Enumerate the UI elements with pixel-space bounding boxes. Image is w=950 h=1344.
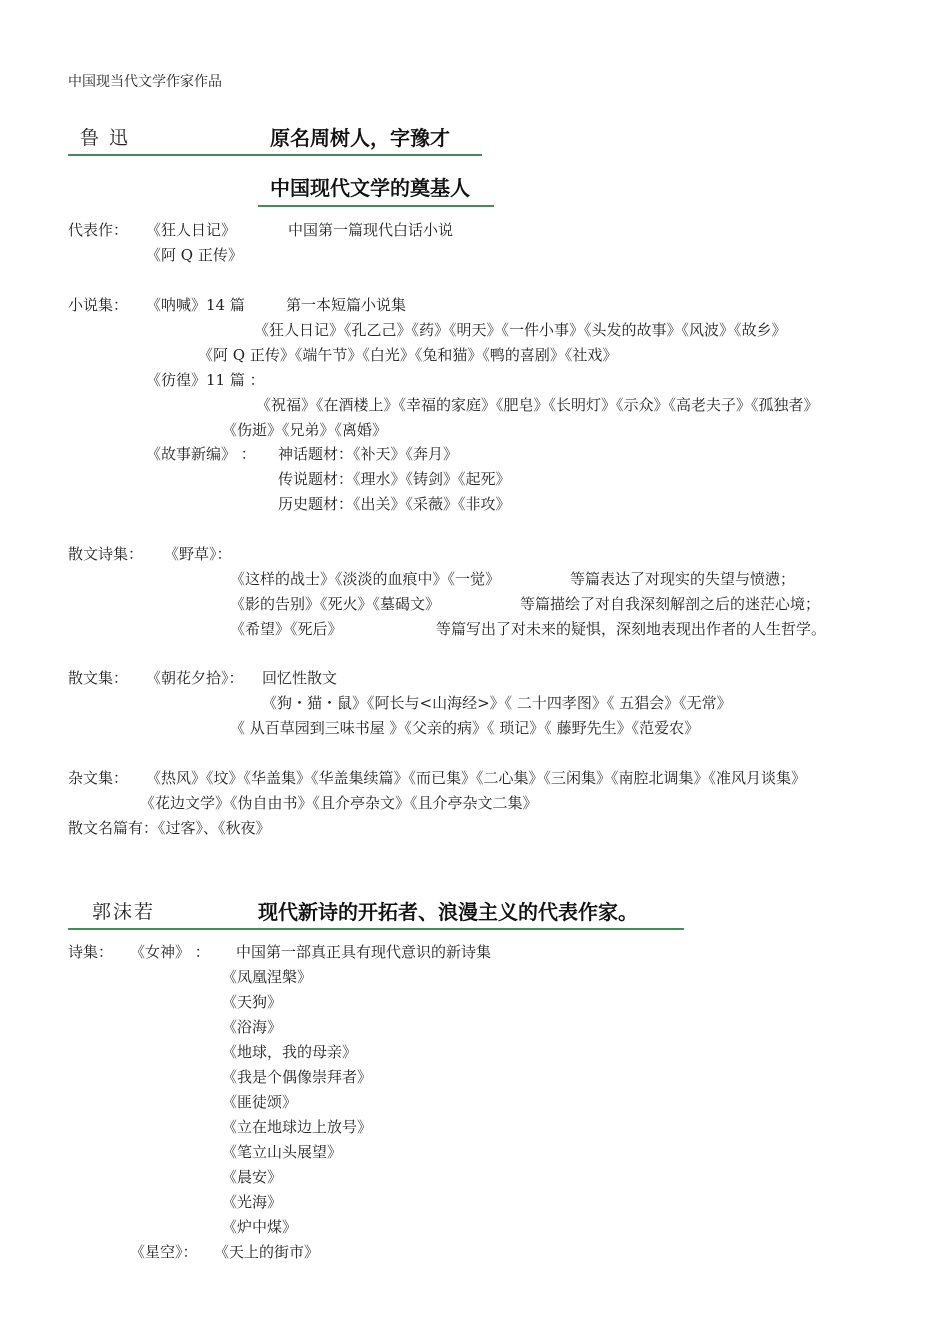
poem-item: 《晨安》 <box>222 1168 283 1186</box>
work-note: 等篇写出了对未来的疑惧，深刻地表现出作者的人生哲学。 <box>436 620 827 638</box>
work-kuangren-riji: 《狂人日记》 <box>146 221 237 239</box>
collection-nvshen: 《女神》 ： <box>130 943 210 961</box>
section-underline <box>68 154 482 156</box>
collection-nahan: 《呐喊》14 篇 <box>146 296 245 314</box>
poem-item: 《地球，我的母亲》 <box>222 1043 358 1061</box>
headline-underline <box>258 205 494 207</box>
prose-label: 散文集： <box>68 669 129 687</box>
author-name-luxun: 鲁 迅 <box>80 127 131 149</box>
poem-item: 《我是个偶像崇拜者》 <box>222 1068 373 1086</box>
collection-zhaohua-xishi: 《朝花夕拾》： <box>146 669 244 687</box>
collection-note: 中国第一部真正具有现代意识的新诗集 <box>236 943 492 961</box>
poem-item: 《炉中煤》 <box>222 1218 298 1236</box>
work-list: 《祝福》《在酒楼上》《幸福的家庭》《肥皂》《长明灯》《示众》《高老夫子》《孤独者》 <box>256 396 819 414</box>
famous-prose: 散文名篇有：《过客》、《秋夜》 <box>68 819 271 837</box>
work-list: 《狗・猫・鼠》《阿长与<山海经>》《 二十四孝图》《 五猖会》《无常》 <box>262 694 732 712</box>
work-list: 《影的告别》《死火》《墓碣文》 <box>230 595 441 613</box>
work-list: 《阿 Q 正传》《端午节》《白光》《兔和猫》《鸭的喜剧》《社戏》 <box>198 346 618 364</box>
headline-original-name: 原名周树人，字豫才 <box>270 126 450 150</box>
zawen-label: 杂文集： <box>68 769 129 787</box>
collection-xingkong: 《星空》： <box>130 1243 198 1261</box>
document-title: 中国现当代文学作家作品 <box>68 74 222 90</box>
work-list: 《热风》《坟》《华盖集》《华盖集续篇》《而已集》《二心集》《三闲集》《南腔北调集》《准风月谈集》 <box>146 769 807 787</box>
collection-gushi-xinbian: 《故事新编》 ： <box>146 445 256 463</box>
poem-item: 《笔立山头展望》 <box>222 1143 343 1161</box>
theme-legend: 传说题材：《理水》《铸剑》《起死》 <box>278 470 511 488</box>
collection-note: 第一本短篇小说集 <box>286 296 407 314</box>
headline-founder: 中国现代文学的奠基人 <box>270 176 470 200</box>
theme-history: 历史题材：《出关》《采薇》《非攻》 <box>278 495 511 513</box>
work-aq-zhengzhuan: 《阿 Q 正传》 <box>146 246 243 264</box>
work-list: 《 从百草园到三味书屋 》《父亲的病》《 琐记》《 藤野先生》《范爱农》 <box>230 719 700 737</box>
representative-label: 代表作： <box>68 221 129 239</box>
section-underline <box>68 928 684 930</box>
work-list: 《希望》《死后》 <box>230 620 343 638</box>
collection-yecao: 《野草》： <box>164 545 232 563</box>
collection-panghuang: 《彷徨》11 篇 ： <box>146 371 265 389</box>
theme-myth: 神话题材：《补天》《奔月》 <box>278 445 459 463</box>
prose-poem-label: 散文诗集： <box>68 545 144 563</box>
work-list: 《花边文学》《伪自由书》《且介亭杂文》《且介亭杂文二集》 <box>140 794 538 812</box>
poem-item: 《凤凰涅槃》 <box>222 968 313 986</box>
work-note: 等篇表达了对现实的失望与愤懑； <box>570 570 796 588</box>
poem-item: 《匪徒颂》 <box>222 1093 298 1111</box>
work-list: 《伤逝》《兄弟》《离婚》 <box>222 421 388 439</box>
work-list: 《这样的战士》《淡淡的血痕中》《一觉》 <box>230 570 501 588</box>
author-name-guomoruo: 郭沫若 <box>92 901 156 923</box>
poem-item: 《立在地球边上放号》 <box>222 1118 373 1136</box>
work-note: 等篇描绘了对自我深刻解剖之后的迷茫心境； <box>520 595 821 613</box>
poetry-label: 诗集： <box>68 943 114 961</box>
poem-item: 《浴海》 <box>222 1018 283 1036</box>
poem-item: 《光海》 <box>222 1193 283 1211</box>
work-note: 中国第一篇现代白话小说 <box>288 221 454 239</box>
poem-item: 《天狗》 <box>222 993 283 1011</box>
headline-guomoruo: 现代新诗的开拓者、浪漫主义的代表作家。 <box>258 900 638 924</box>
novels-label: 小说集： <box>68 296 129 314</box>
collection-note: 回忆性散文 <box>262 669 338 687</box>
work-list: 《狂人日记》《孔乙己》《药》《明天》《一件小事》《头发的故事》《风波》《故乡》 <box>254 321 787 339</box>
poem-item: 《天上的街市》 <box>214 1243 320 1261</box>
